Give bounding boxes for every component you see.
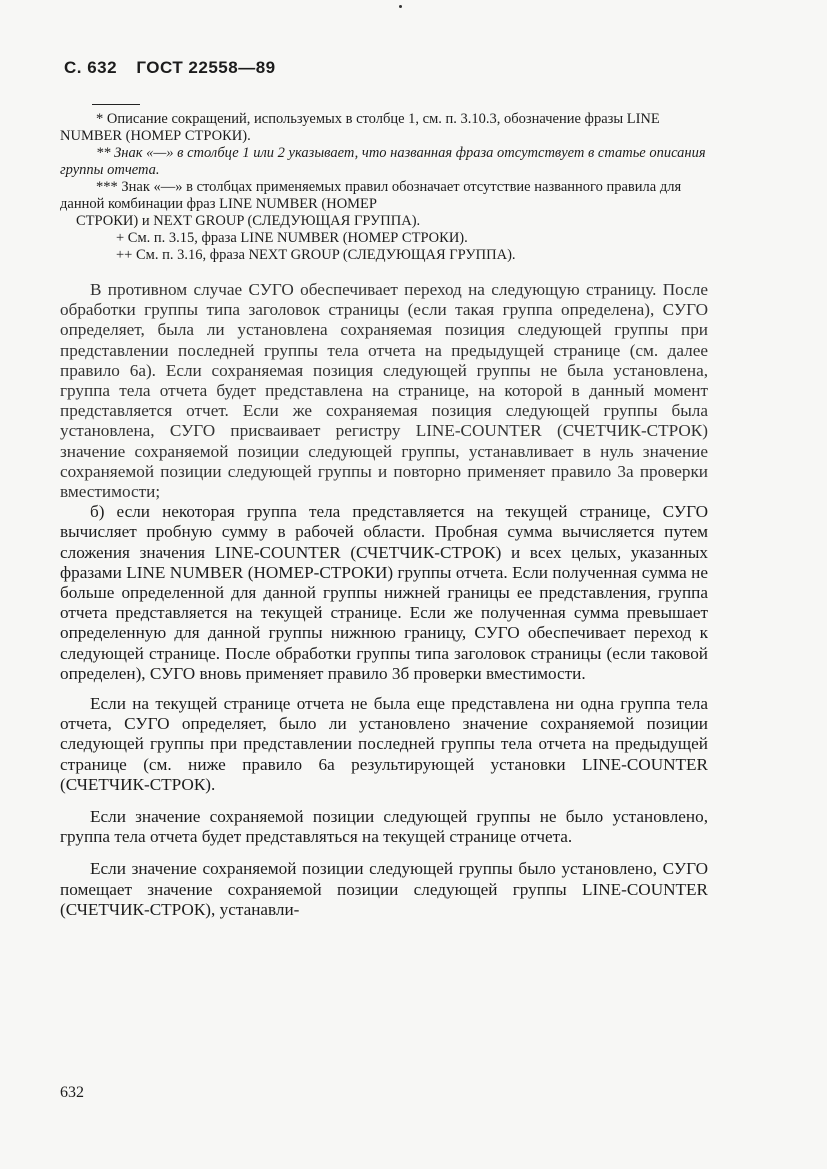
paragraph-1: В противном случае СУГО обеспечивает переход на следующую страницу. После обработки группы типа заголовок страницы (если такая группа определена), СУГО определяет, была ли установлена сохраняемая позиция следующей группы при представлении последней группы тела отчета на предыдущей странице (см. далее правило 6а). Если сохраняемая позиция следующей группы не была установлена, группа тела отчета будет представлена на странице, на которой в данный момент представляется отчет. Если же сохраняемая позиция следующей группы была установлена, СУГО присваивает регистру LINE-COUNTER (СЧЕТЧИК-СТРОК) значение сохраняемой позиции следующей группы, устанавливает в нуль значение сохраняемой позиции следующей группы и повторно применяет правило 3а проверки вместимости; [60,280,708,502]
page-header [64,58,276,78]
footnote-1: * Описание сокращений, используемых в столбце 1, см. п. 3.10.3, обозначение фразы LINE NUMBER (НОМЕР СТРОКИ). [60,111,660,144]
footnote-5: ++ См. п. 3.16, фраза NEXT GROUP (СЛЕДУЮЩАЯ ГРУППА). [116,247,516,263]
footnote-3-cont: СТРОКИ) и NEXT GROUP (СЛЕДУЮЩАЯ ГРУППА). [76,213,421,229]
footnote-3: *** Знак «—» в столбцах применяемых правил обозначает отсутствие названного правила для данной комбинации фраз LINE NUMBER (НОМЕР [60,179,682,212]
footnote-4: + См. п. 3.15, фраза LINE NUMBER (НОМЕР СТРОКИ). [116,230,468,246]
page-label: С. 632 [64,58,118,77]
main-text [60,280,708,920]
page-number: 632 [60,1084,84,1101]
standard-title: ГОСТ 22558—89 [136,58,276,77]
footnote-divider [92,104,140,105]
scan-speck [399,5,402,8]
paragraph-2: б) если некоторая группа тела представляется на текущей странице, СУГО вычисляет пробную сумму в рабочей области. Пробная сумма вычисляется путем сложения значения LINE-COUNTER (СЧЕТЧИК-СТРОК) и всех целых, указанных фразами LINE NUMBER (НОМЕР-СТРОКИ) группы отчета. Если полученная сумма не больше определенной для данной группы нижней границы ее представления, группа отчета представляется на текущей странице. Если же полученная сумма превышает определенную для данной группы нижнюю границу, СУГО обеспечивает переход к следующей странице. После обработки группы типа заголовок страницы (если таковой определен), СУГО вновь применяет правило 3б проверки вместимости. [60,502,708,683]
footnotes [60,111,710,264]
paragraph-3: Если на текущей странице отчета не была еще представлена ни одна группа тела отчета, СУГО определяет, было ли установлено значение сохраняемой позиции следующей группы при представлении последней группы тела отчета на предыдущей странице (см. ниже правило 6а результирующей установки LINE-COUNTER (СЧЕТЧИК-СТРОК). [60,694,708,794]
footnote-2: ** Знак «—» в столбце 1 или 2 указывает, что названная фраза отсутствует в статье описания группы отчета. [60,145,706,178]
paragraph-4: Если значение сохраняемой позиции следующей группы не было установлено, группа тела отчета будет представляться на текущей странице отчета. [60,807,708,847]
paragraph-5: Если значение сохраняемой позиции следующей группы было установлено, СУГО помещает значение сохраняемой позиции следующей группы LINE-COUNTER (СЧЕТЧИК-СТРОК), устанавли- [60,859,708,919]
